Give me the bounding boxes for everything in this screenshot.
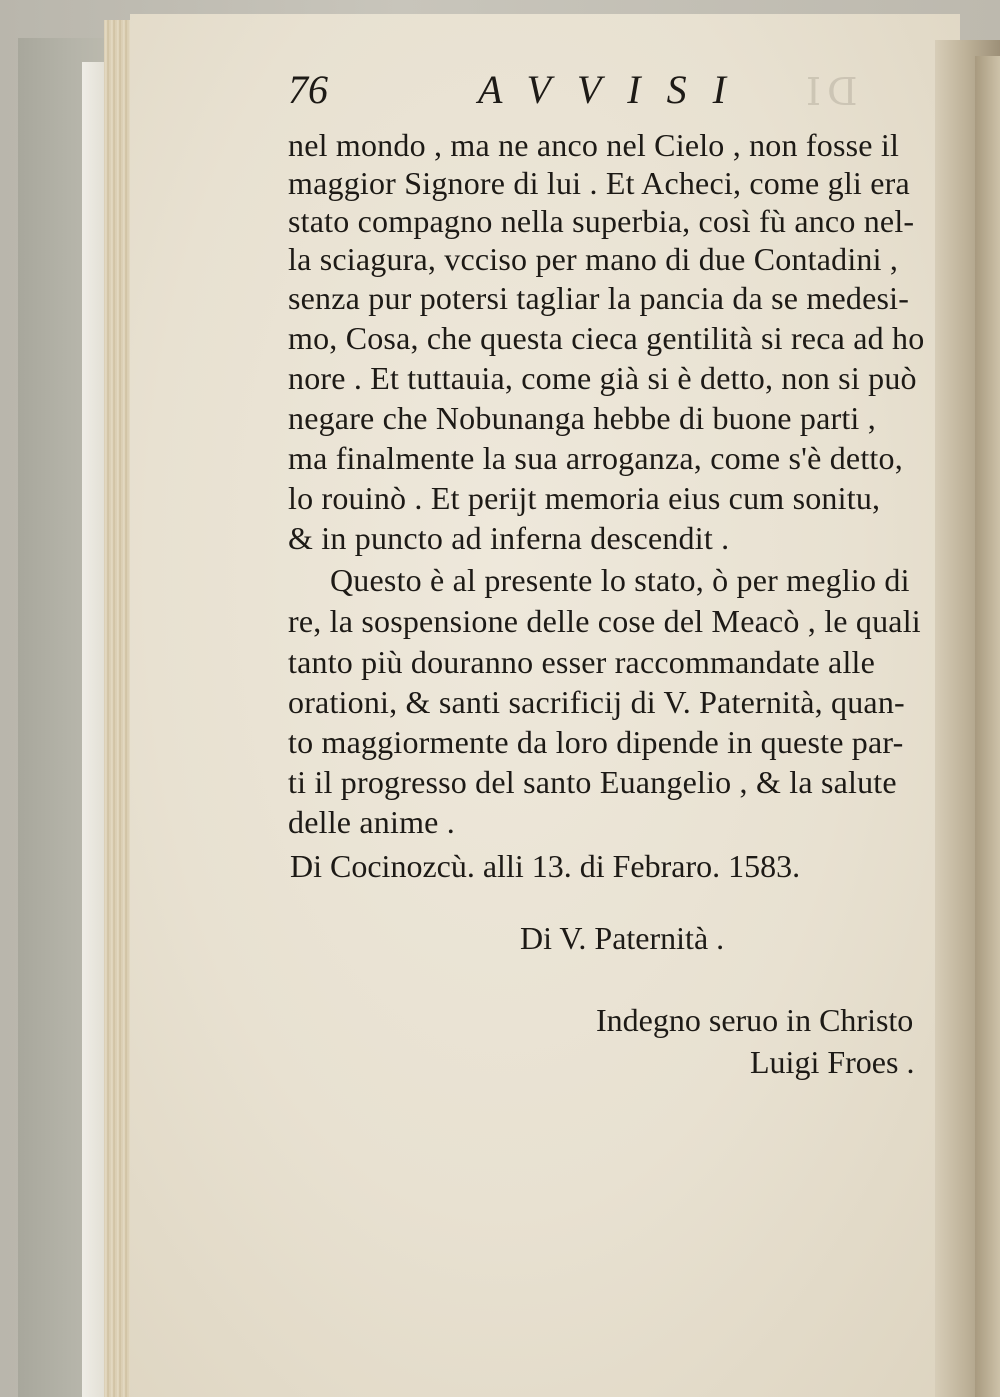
signature-name: Luigi Froes . xyxy=(750,1044,915,1080)
text-line: stato compagno nella superbia, così fù anco nel- xyxy=(288,203,915,239)
salutation: Di V. Paternità . xyxy=(520,920,725,956)
bleed-through-text: DI xyxy=(800,70,858,114)
text-line: negare che Nobunanga hebbe di buone parti , xyxy=(288,400,876,436)
page-number: 76 xyxy=(288,67,328,112)
text-line: ma finalmente la sua arroganza, come s'è detto, xyxy=(288,440,903,476)
text-line: maggior Signore di lui . Et Acheci, come gli era xyxy=(288,165,910,201)
text-line: senza pur potersi tagliar la pancia da se medesi- xyxy=(288,280,910,316)
text-line: to maggiormente da loro dipende in queste par- xyxy=(288,724,904,760)
text-line: mo, Cosa, che questa cieca gentilità si reca ad ho xyxy=(288,320,925,356)
text-line: re, la sospensione delle cose del Meacò , le quali xyxy=(288,603,921,639)
text-line: Questo è al presente lo stato, ò per meglio di xyxy=(330,562,910,598)
text-line: & in puncto ad inferna descendit . xyxy=(288,520,730,556)
text-line: orationi, & santi sacrificij di V. Paternità, quan- xyxy=(288,684,905,720)
facing-page-edge xyxy=(975,56,1000,1397)
text-line: lo rouinò . Et perijt memoria eius cum sonitu, xyxy=(288,480,881,516)
text-line: nore . Et tuttauia, come già si è detto, non si può xyxy=(288,360,917,396)
text-line: la sciagura, vcciso per mano di due Contadini , xyxy=(288,241,899,277)
text-line: ti il progresso del santo Euangelio , & la salute xyxy=(288,764,897,800)
page-header xyxy=(288,66,808,116)
running-title: AVVISI xyxy=(478,67,752,112)
text-line: delle anime . xyxy=(288,804,455,840)
signature-line-1: Indegno seruo in Christo xyxy=(596,1002,914,1038)
text-line: tanto più douranno esser raccommandate alle xyxy=(288,644,876,680)
text-line: nel mondo , ma ne anco nel Cielo , non fosse il xyxy=(288,127,900,163)
dateline: Di Cocinozcù. alli 13. di Febraro. 1583. xyxy=(290,848,801,884)
